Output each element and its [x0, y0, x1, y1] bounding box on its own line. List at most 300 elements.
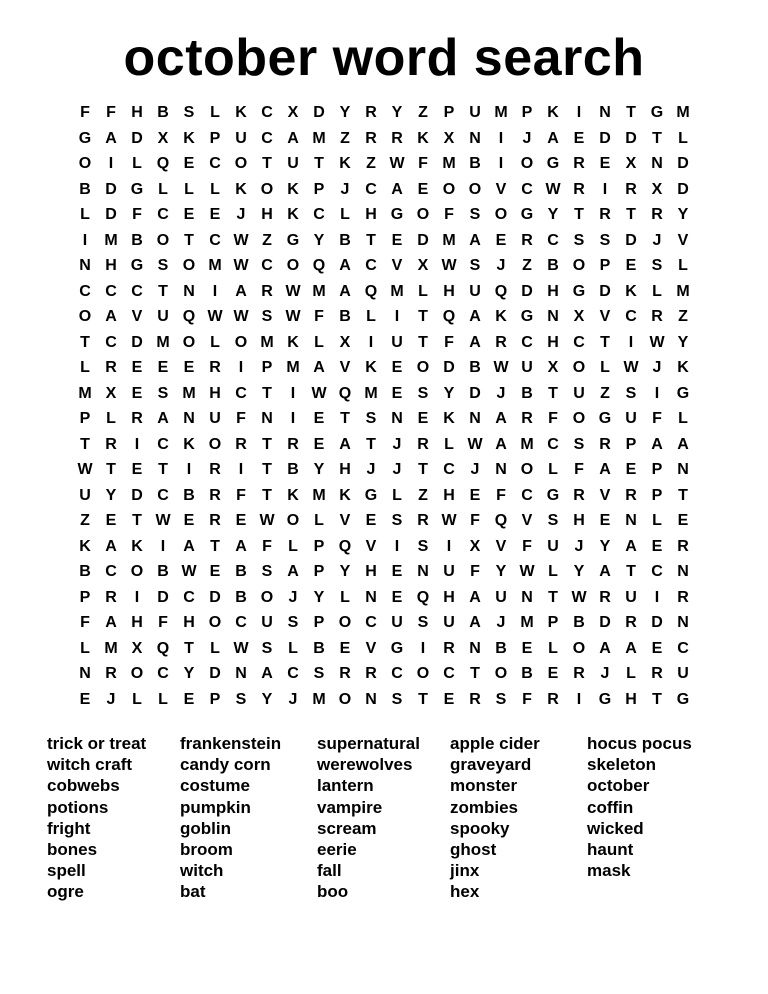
grid-letter: R — [599, 435, 611, 453]
grid-letter: B — [339, 231, 351, 249]
grid-letter: A — [677, 435, 689, 453]
grid-letter: N — [625, 512, 637, 529]
grid-letter: W — [389, 155, 405, 172]
grid-letter: J — [652, 359, 662, 376]
grid-letter: T — [548, 384, 558, 402]
grid-letter: L — [210, 639, 220, 657]
grid-letter: K — [287, 486, 299, 504]
grid-letter: S — [183, 104, 195, 121]
grid-letter: R — [573, 665, 585, 682]
grid-letter: Z — [418, 104, 428, 121]
grid-letter: R — [521, 231, 533, 249]
word-list-column — [587, 733, 692, 903]
word-item: hex — [450, 882, 480, 902]
grid-letter: D — [521, 282, 533, 300]
word-item: ogre — [47, 882, 84, 902]
grid-letter: V — [339, 512, 351, 529]
word-item: ghost — [450, 840, 497, 860]
grid-letter: L — [132, 155, 142, 172]
grid-letter: B — [235, 588, 247, 606]
grid-letter: A — [495, 435, 507, 453]
grid-letter: T — [626, 563, 636, 580]
grid-letter: M — [520, 614, 534, 631]
grid-letter: E — [209, 563, 221, 580]
grid-letter: N — [79, 257, 91, 274]
grid-letter: R — [365, 665, 377, 682]
grid-letter: M — [104, 639, 118, 657]
grid-letter: R — [105, 435, 117, 453]
grid-letter: E — [313, 410, 325, 427]
grid-row — [72, 636, 696, 662]
word-item: potions — [47, 797, 109, 817]
grid-letter: L — [548, 639, 558, 657]
grid-letter: O — [260, 588, 274, 606]
grid-letter: I — [446, 537, 452, 555]
grid-letter: E — [183, 206, 195, 223]
grid-letter: U — [495, 588, 507, 606]
word-item: lantern — [317, 776, 374, 796]
grid-letter: N — [677, 614, 689, 631]
grid-row — [72, 661, 696, 687]
grid-letter: L — [80, 206, 90, 223]
grid-letter: W — [311, 384, 327, 402]
grid-letter: A — [651, 435, 663, 453]
grid-letter: M — [364, 384, 378, 402]
word-item: costume — [180, 776, 250, 796]
grid-letter: X — [547, 359, 559, 376]
grid-letter: D — [677, 155, 689, 172]
grid-letter: A — [599, 563, 611, 580]
grid-letter: A — [469, 588, 481, 606]
grid-letter: D — [157, 588, 169, 606]
grid-letter: J — [652, 231, 662, 249]
grid-letter: W — [519, 563, 535, 580]
grid-letter: O — [572, 257, 586, 274]
grid-letter: Q — [442, 308, 456, 325]
grid-letter: G — [390, 206, 404, 223]
grid-letter: D — [131, 129, 143, 147]
grid-letter: T — [418, 333, 428, 351]
grid-letter: T — [158, 282, 168, 300]
grid-letter: U — [443, 563, 455, 580]
grid-letter: R — [391, 129, 403, 147]
grid-letter: F — [80, 614, 90, 631]
word-item: zombies — [450, 797, 519, 817]
grid-letter: L — [418, 282, 428, 300]
grid-letter: E — [365, 512, 377, 529]
grid-letter: N — [417, 563, 429, 580]
grid-letter: I — [420, 639, 426, 657]
grid-letter: G — [520, 206, 534, 223]
grid-letter: H — [443, 588, 455, 606]
grid-letter: G — [546, 155, 560, 172]
grid-letter: B — [573, 614, 585, 631]
grid-letter: X — [131, 639, 143, 657]
grid-letter: C — [287, 665, 299, 682]
word-list-column — [450, 733, 587, 903]
grid-letter: I — [160, 537, 166, 555]
grid-letter: R — [261, 282, 273, 300]
word-item: spell — [47, 861, 86, 881]
grid-letter: K — [495, 308, 507, 325]
grid-letter: X — [417, 257, 429, 274]
grid-letter: O — [130, 563, 144, 580]
grid-letter: T — [678, 486, 688, 504]
grid-letter: G — [130, 180, 144, 198]
grid-letter: L — [548, 461, 558, 478]
word-list-column — [317, 733, 450, 903]
grid-letter: O — [182, 257, 196, 274]
grid-letter: W — [181, 563, 197, 580]
grid-letter: Z — [80, 512, 90, 529]
grid-letter: K — [235, 180, 247, 198]
grid-letter: O — [260, 180, 274, 198]
grid-letter: Y — [313, 588, 325, 606]
grid-letter: C — [521, 333, 533, 351]
grid-letter: O — [78, 308, 92, 325]
grid-letter: F — [132, 206, 142, 223]
grid-letter: W — [207, 308, 223, 325]
grid-letter: E — [651, 639, 663, 657]
grid-letter: T — [548, 588, 558, 606]
grid-letter: K — [183, 129, 195, 147]
word-item: candy corn — [180, 755, 271, 775]
grid-letter: D — [625, 129, 637, 147]
grid-letter: E — [391, 359, 403, 376]
grid-letter: S — [469, 206, 481, 223]
grid-letter: N — [469, 129, 481, 147]
word-item: hocus pocus — [587, 734, 692, 753]
grid-letter: D — [599, 129, 611, 147]
grid-letter: I — [498, 129, 504, 147]
grid-letter: J — [392, 435, 402, 453]
grid-letter: V — [599, 308, 611, 325]
grid-letter: D — [599, 282, 611, 300]
word-item: graveyard — [450, 755, 532, 775]
grid-letter: H — [547, 282, 559, 300]
grid-letter: P — [547, 614, 559, 631]
grid-letter: D — [313, 104, 325, 121]
grid-letter: Q — [494, 512, 508, 529]
word-item: witch craft — [47, 755, 133, 775]
grid-letter: O — [338, 614, 352, 631]
grid-letter: R — [469, 690, 481, 708]
grid-letter: L — [340, 588, 350, 606]
grid-letter: Z — [600, 384, 610, 402]
grid-letter: F — [158, 614, 168, 631]
grid-letter: C — [157, 435, 169, 453]
grid-letter: E — [651, 537, 663, 555]
grid-letter: T — [184, 231, 194, 249]
word-item: october — [587, 776, 650, 796]
grid-letter: U — [625, 588, 637, 606]
grid-letter: R — [417, 512, 429, 529]
grid-letter: T — [262, 461, 272, 478]
grid-letter: A — [495, 410, 507, 427]
grid-letter: L — [210, 180, 220, 198]
grid-letter: X — [651, 180, 663, 198]
grid-letter: E — [417, 410, 429, 427]
grid-row — [72, 202, 696, 228]
grid-letter: N — [651, 155, 663, 172]
grid-letter: F — [470, 563, 480, 580]
grid-letter: L — [678, 410, 688, 427]
grid-letter: F — [314, 308, 324, 325]
grid-letter: F — [444, 206, 454, 223]
grid-letter: C — [313, 206, 325, 223]
grid-letter: P — [79, 588, 91, 606]
grid-letter: G — [572, 282, 586, 300]
grid-letter: E — [521, 639, 533, 657]
grid-letter: O — [208, 435, 222, 453]
grid-letter: O — [442, 180, 456, 198]
grid-letter: N — [495, 461, 507, 478]
grid-letter: A — [625, 639, 637, 657]
grid-letter: I — [576, 690, 582, 708]
grid-letter: M — [442, 231, 456, 249]
grid-letter: F — [496, 486, 506, 504]
grid-letter: V — [599, 486, 611, 504]
grid-letter: B — [287, 461, 299, 478]
grid-letter: I — [108, 155, 114, 172]
grid-letter: T — [210, 537, 220, 555]
grid-letter: S — [625, 384, 637, 402]
grid-letter: L — [80, 359, 90, 376]
grid-letter: V — [495, 537, 507, 555]
grid-letter: J — [496, 614, 506, 631]
grid-letter: E — [157, 359, 169, 376]
grid-letter: H — [183, 614, 195, 631]
grid-letter: E — [625, 257, 637, 274]
grid-letter: R — [651, 308, 663, 325]
grid-letter: C — [365, 257, 377, 274]
grid-letter: F — [548, 410, 558, 427]
grid-letter: Q — [364, 282, 378, 300]
grid-letter: N — [521, 588, 533, 606]
word-item: coffin — [587, 797, 634, 817]
grid-letter: Q — [494, 282, 508, 300]
grid-letter: O — [78, 155, 92, 172]
grid-letter: W — [155, 512, 171, 529]
grid-letter: F — [106, 104, 116, 121]
grid-letter: E — [443, 690, 455, 708]
grid-letter: Q — [312, 257, 326, 274]
grid-letter: R — [209, 359, 221, 376]
grid-row — [72, 100, 696, 126]
grid-letter: I — [290, 410, 296, 427]
grid-letter: W — [233, 257, 249, 274]
grid-letter: C — [365, 614, 377, 631]
grid-row — [72, 432, 696, 458]
grid-letter: U — [235, 129, 247, 147]
grid-letter: A — [391, 180, 403, 198]
grid-row — [72, 304, 696, 330]
grid-letter: H — [131, 614, 143, 631]
grid-letter: J — [600, 665, 610, 682]
word-item: bat — [180, 882, 206, 902]
grid-letter: S — [391, 512, 403, 529]
grid-letter: B — [339, 308, 351, 325]
grid-letter: E — [391, 384, 403, 402]
grid-letter: U — [443, 614, 455, 631]
grid-letter: A — [339, 282, 351, 300]
grid-letter: F — [652, 410, 662, 427]
grid-letter: X — [339, 333, 351, 351]
grid-letter: F — [470, 512, 480, 529]
grid-letter: E — [469, 486, 481, 504]
grid-row — [72, 483, 696, 509]
grid-letter: Y — [105, 486, 117, 504]
word-item: spooky — [450, 818, 510, 838]
grid-letter: O — [416, 359, 430, 376]
word-item: jinx — [450, 861, 480, 881]
grid-letter: E — [313, 435, 325, 453]
grid-letter: Y — [677, 333, 689, 351]
grid-letter: B — [157, 563, 169, 580]
grid-letter: M — [676, 282, 690, 300]
grid-letter: Y — [547, 206, 559, 223]
grid-letter: R — [573, 180, 585, 198]
grid-letter: S — [651, 257, 663, 274]
grid-letter: H — [261, 206, 273, 223]
grid-letter: O — [494, 206, 508, 223]
grid-letter: E — [131, 384, 143, 402]
grid-letter: S — [417, 384, 429, 402]
grid-letter: W — [493, 359, 509, 376]
grid-letter: D — [417, 231, 429, 249]
grid-letter: K — [417, 129, 429, 147]
grid-row — [72, 559, 696, 585]
grid-letter: N — [547, 308, 559, 325]
grid-letter: L — [652, 512, 662, 529]
grid-letter: O — [286, 512, 300, 529]
grid-letter: R — [599, 206, 611, 223]
grid-letter: T — [652, 690, 662, 708]
grid-row — [72, 534, 696, 560]
grid-letter: D — [209, 665, 221, 682]
grid-letter: A — [105, 308, 117, 325]
grid-letter: H — [209, 384, 221, 402]
grid-letter: G — [390, 639, 404, 657]
grid-letter: F — [444, 333, 454, 351]
grid-letter: C — [547, 231, 559, 249]
grid-letter: E — [209, 206, 221, 223]
grid-letter: J — [574, 537, 584, 555]
grid-letter: B — [79, 180, 91, 198]
grid-letter: G — [78, 129, 92, 147]
grid-letter: K — [287, 333, 299, 351]
grid-letter: I — [654, 384, 660, 402]
grid-letter: F — [574, 461, 584, 478]
grid-letter: N — [365, 588, 377, 606]
grid-letter: C — [105, 282, 117, 300]
grid-letter: I — [498, 155, 504, 172]
grid-letter: A — [625, 537, 637, 555]
grid-letter: C — [157, 486, 169, 504]
grid-letter: N — [183, 282, 195, 300]
grid-letter: N — [261, 410, 273, 427]
grid-letter: P — [313, 614, 325, 631]
grid-letter: S — [573, 435, 585, 453]
grid-letter: H — [365, 563, 377, 580]
grid-letter: T — [80, 333, 90, 351]
grid-letter: M — [286, 359, 300, 376]
grid-letter: I — [290, 384, 296, 402]
grid-letter: X — [287, 104, 299, 121]
grid-letter: U — [677, 665, 689, 682]
grid-letter: O — [208, 614, 222, 631]
grid-letter: S — [261, 639, 273, 657]
grid-letter: O — [234, 333, 248, 351]
grid-letter: D — [625, 231, 637, 249]
grid-letter: I — [654, 588, 660, 606]
grid-letter: N — [391, 410, 403, 427]
grid-letter: T — [600, 333, 610, 351]
grid-letter: E — [391, 563, 403, 580]
grid-letter: T — [262, 155, 272, 172]
grid-letter: H — [443, 486, 455, 504]
grid-letter: I — [82, 231, 88, 249]
word-list-column — [180, 733, 317, 903]
word-item: eerie — [317, 840, 357, 860]
grid-letter: H — [339, 461, 351, 478]
grid-letter: I — [134, 588, 140, 606]
grid-letter: L — [600, 359, 610, 376]
grid-letter: T — [418, 308, 428, 325]
word-item: scream — [317, 818, 377, 838]
grid-letter: M — [260, 333, 274, 351]
grid-letter: G — [364, 486, 378, 504]
grid-letter: L — [626, 665, 636, 682]
grid-letter: Y — [443, 384, 455, 402]
grid-letter: U — [391, 614, 403, 631]
grid-letter: I — [576, 104, 582, 121]
grid-letter: A — [105, 537, 117, 555]
word-item: pumpkin — [180, 797, 251, 817]
grid-letter: I — [602, 180, 608, 198]
grid-letter: T — [262, 435, 272, 453]
grid-letter: E — [183, 512, 195, 529]
grid-letter: S — [547, 512, 559, 529]
grid-letter: M — [312, 129, 326, 147]
grid-letter: L — [210, 333, 220, 351]
grid-letter: E — [131, 359, 143, 376]
grid-letter: V — [677, 231, 689, 249]
grid-letter: K — [625, 282, 637, 300]
grid-letter: E — [131, 461, 143, 478]
grid-letter: C — [443, 461, 455, 478]
grid-letter: L — [678, 129, 688, 147]
grid-letter: C — [391, 665, 403, 682]
grid-letter: S — [287, 614, 299, 631]
grid-letter: E — [625, 461, 637, 478]
grid-letter: U — [261, 614, 273, 631]
grid-letter: O — [182, 333, 196, 351]
grid-letter: M — [494, 104, 508, 121]
grid-letter: A — [287, 563, 299, 580]
grid-letter: T — [366, 231, 376, 249]
grid-letter: P — [521, 104, 533, 121]
grid-letter: S — [365, 410, 377, 427]
grid-letter: W — [233, 639, 249, 657]
grid-letter: S — [417, 614, 429, 631]
grid-letter: F — [236, 486, 246, 504]
grid-letter: P — [651, 486, 663, 504]
grid-letter: S — [261, 308, 273, 325]
grid-letter: T — [262, 384, 272, 402]
grid-letter: E — [183, 359, 195, 376]
grid-letter: Z — [678, 308, 688, 325]
